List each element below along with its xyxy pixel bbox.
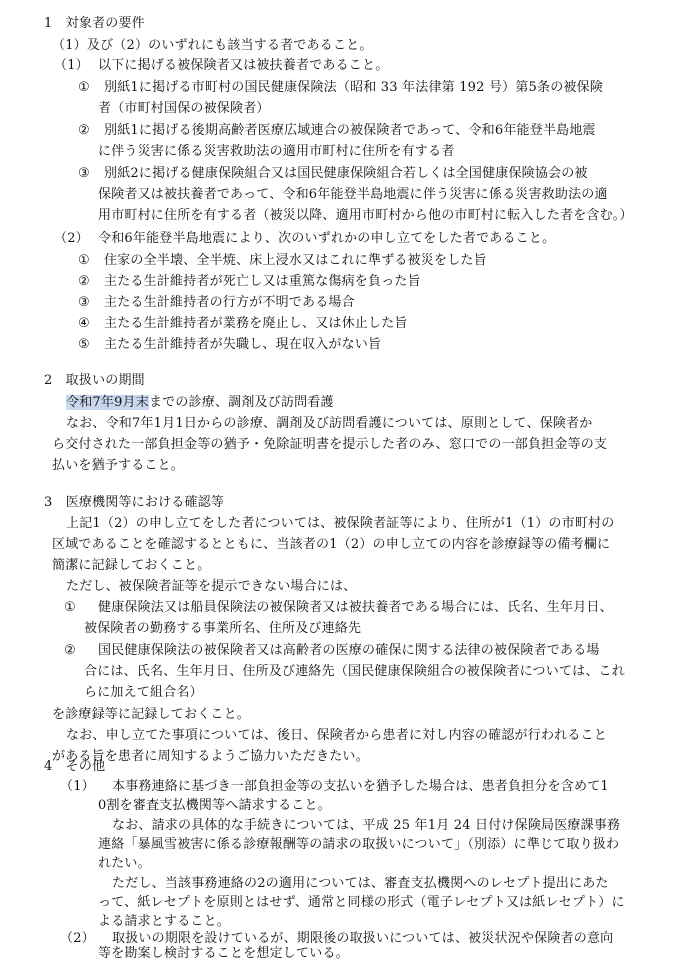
list-item-text: 国民健康保険法の被保険者又は高齢者の医療の確保に関する法律の被保険者である場 <box>98 643 600 658</box>
list-item-text: 別紙2に掲げる健康保険組合又は国民健康保険組合若しくは全国健康保険協会の被 <box>104 166 588 181</box>
list-item-text: 主たる生計維持者の行方が不明である場合 <box>104 295 355 310</box>
list-item-text: 合には、氏名、生年月日、住所及び連絡先（国民健康保険組合の被保険者については、これ <box>84 664 625 679</box>
section-2-heading: 2 取扱いの期間 <box>44 373 145 388</box>
highlighted-date: 令和7年9月末 <box>66 395 149 410</box>
paragraph-line: ただし、被保険者証等を提示できない場合には、 <box>66 579 357 594</box>
list-item-text: 別紙1に掲げる市町村の国民健康保険法（昭和 33 年法律第 192 号）第5条の被保険 <box>104 80 604 95</box>
list-marker: ③ <box>78 166 90 181</box>
list-item-text: 被保険者の勤務する事業所名、住所及び連絡先 <box>84 621 362 636</box>
list-marker: ① <box>64 600 76 615</box>
section-2-period-rest: までの診療、調剤及び訪問看護 <box>148 395 334 410</box>
paragraph-line: を診療録等に記録しておくこと。 <box>52 707 251 722</box>
list-marker: ① <box>78 253 90 268</box>
paragraph-line: なお、令和7年1月1日からの診療、調剤及び訪問看護については、原則として、保険者か <box>66 416 593 431</box>
paragraph-line: ただし、当該事務連絡の2の適用については、審査支払機関へのレセプト提出にあた <box>112 876 609 891</box>
section-4-sub2-label: （2） <box>60 931 95 946</box>
list-marker: ② <box>64 643 76 658</box>
list-item-text: 用市町村に住所を有する者（被災以降、適用市町村から他の市町村に転入した者を含む。） <box>98 208 633 223</box>
section-1-sub1-label: （1） <box>54 58 89 73</box>
paragraph-line: 0割を審査支払機関等へ請求すること。 <box>98 798 331 813</box>
list-marker: ⑤ <box>78 337 90 352</box>
paragraph-line: 取扱いの期限を設けているが、期限後の取扱いについては、被災状況や保険者の意向 <box>112 931 614 946</box>
paragraph-line: がある旨を患者に周知するようご協力いただきたい。 <box>52 749 369 764</box>
list-item-text: 住家の全半壊、全半焼、床上浸水又はこれに準ずる被災をした旨 <box>104 253 487 268</box>
section-1-sub2-text: 令和6年能登半島地震により、次のいずれかの申し立てをした者であること。 <box>98 231 556 246</box>
paragraph-line: 区域であることを確認するとともに、当該者の1（2）の申し立ての内容を診療録等の備考欄に <box>52 537 611 552</box>
list-item-text: 健康保険法又は船員保険法の被保険者又は被扶養者である場合には、氏名、生年月日、 <box>98 600 613 615</box>
list-item-text: 主たる生計維持者が業務を廃止し、又は休止した旨 <box>104 316 408 331</box>
paragraph-line: れたい。 <box>98 856 151 871</box>
list-item-text: 者（市町村国保の被保険者） <box>98 101 270 116</box>
section-1-sub2-label: （2） <box>54 231 89 246</box>
list-item-text: らに加えて組合名） <box>84 685 203 700</box>
section-3-heading: 3 医療機関等における確認等 <box>44 495 225 510</box>
paragraph-line: なお、請求の具体的な手続きについては、平成 25 年1月 24 日付け保険局医療課事務 <box>112 818 621 833</box>
paragraph-line: 上記1（2）の申し立てをした者については、被保険者証等により、住所が1（1）の市町村の <box>66 516 615 531</box>
paragraph-line: って、紙レセプトを原則とはせず、通常と同様の形式（電子レセプト又は紙レセプト）に <box>98 895 625 910</box>
list-marker: ① <box>78 80 90 95</box>
paragraph-line: 連絡「暴風雪被害に係る診療報酬等の請求の取扱いについて」（別添）に準じて取り扱わ <box>98 837 620 852</box>
section-2-period-line <box>66 393 334 413</box>
paragraph-line: なお、申し立てた事項については、後日、保険者から患者に対し内容の確認が行われること <box>66 728 607 743</box>
paragraph-line: 払いを猶予すること。 <box>52 458 185 473</box>
paragraph-line: 本事務連絡に基づき一部負担金等の支払いを猶予した場合は、患者負担分を含めて1 <box>112 779 609 794</box>
paragraph-line: 簡潔に記録しておくこと。 <box>52 558 211 573</box>
paragraph-line: よる請求とすること。 <box>98 914 231 929</box>
section-1-heading: 1 対象者の要件 <box>44 16 145 31</box>
section-4-sub1-label: （1） <box>60 779 95 794</box>
section-1-intro: （1）及び（2）のいずれにも該当する者であること。 <box>52 38 373 53</box>
list-marker: ② <box>78 274 90 289</box>
section-1-sub1-text: 以下に掲げる被保険者又は被扶養者であること。 <box>98 58 389 73</box>
list-item-text: 主たる生計維持者が死亡し又は重篤な傷病を負った旨 <box>104 274 421 289</box>
list-item-text: 主たる生計維持者が失職し、現在収入がない旨 <box>104 337 382 352</box>
paragraph-line: ら交付された一部負担金等の猶予・免除証明書を提示した者のみ、窓口での一部負担金等の支 <box>52 437 608 452</box>
list-item-text: 保険者又は被扶養者であって、令和6年能登半島地震に伴う災害に係る災害救助法の適 <box>98 187 608 202</box>
list-item-text: 別紙1に掲げる後期高齢者医療広域連合の被保険者であって、令和6年能登半島地震 <box>104 123 596 138</box>
paragraph-line: 等を勘案し検討することを想定している。 <box>98 946 349 961</box>
section-4-heading: 4 その他 <box>44 759 106 774</box>
list-marker: ② <box>78 123 90 138</box>
list-item-text: に伴う災害に係る災害救助法の適用市町村に住所を有する者 <box>98 144 455 159</box>
list-marker: ③ <box>78 295 90 310</box>
list-marker: ④ <box>78 316 90 331</box>
